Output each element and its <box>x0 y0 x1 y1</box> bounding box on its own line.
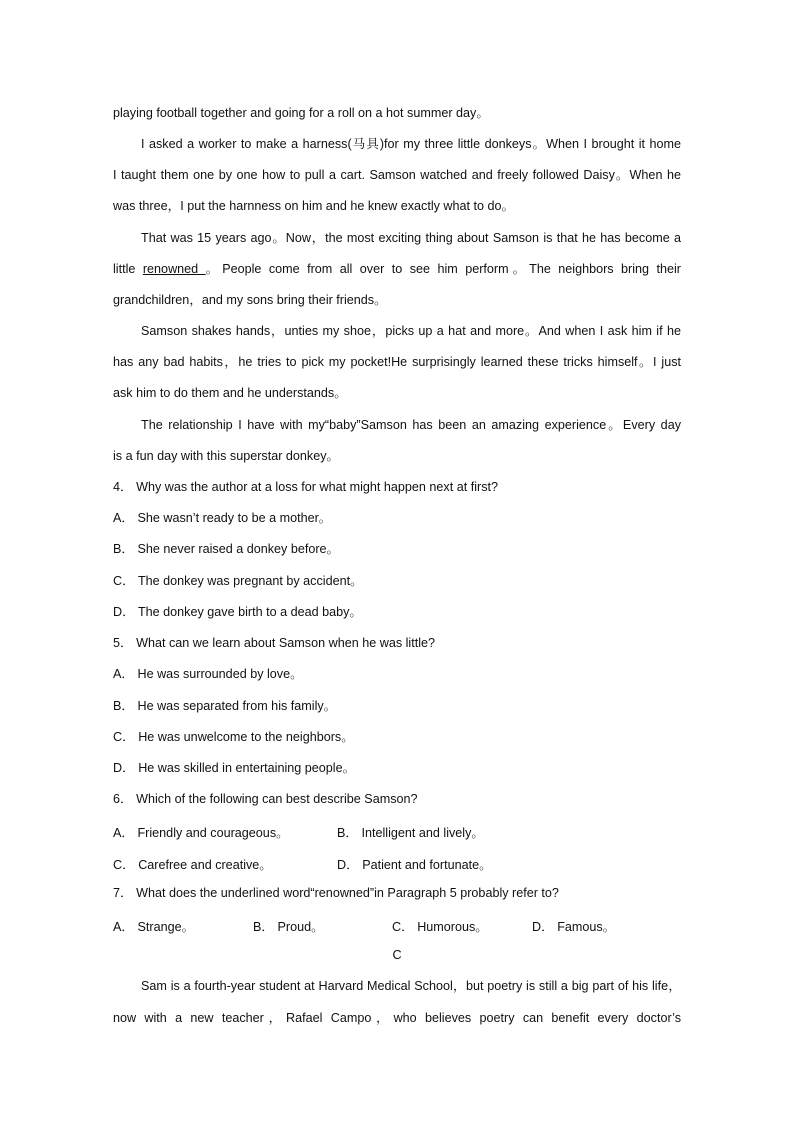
question-option: B． She never raised a donkey before。 <box>113 542 340 556</box>
passage-line: I taught them one by one how to pull a cart. Samson watched and freely followed Daisy。When he <box>113 168 681 182</box>
question-option: D． He was skilled in entertaining people。 <box>113 761 356 775</box>
question-option: A． Strange。 <box>113 920 195 934</box>
question-option: C． The donkey was pregnant by accident。 <box>113 574 363 588</box>
passage-line: That was 15 years ago。Now，the most exciting thing about Samson is that he has become a <box>141 231 681 245</box>
question-option: C． Humorous。 <box>392 920 488 934</box>
question-option: A． Friendly and courageous。 <box>113 826 289 840</box>
question-option: C． Carefree and creative。 <box>113 858 272 872</box>
passage-line: was three，I put the harnness on him and he knew exactly what to do。 <box>113 199 515 213</box>
passage-text: little <box>113 262 143 276</box>
passage-line: has any bad habits，he tries to pick my pocket!He surprisingly learned these tricks himself。I just <box>113 355 681 369</box>
passage-line: now with a new teacher，Rafael Campo，who believes poetry can benefit every doctor’s <box>113 1011 681 1025</box>
question-stem: 7． What does the underlined word“renowned”in Paragraph 5 probably refer to? <box>113 886 559 900</box>
question-option: D． Famous。 <box>532 920 616 934</box>
passage-line: playing football together and going for a roll on a hot summer day。 <box>113 106 489 120</box>
question-option: C． He was unwelcome to the neighbors。 <box>113 730 354 744</box>
passage-line: The relationship I have with my“baby”Samson has been an amazing experience。Every day <box>141 418 681 432</box>
question-stem: 5． What can we learn about Samson when he was little? <box>113 636 436 650</box>
passage-line-with-underline <box>113 261 681 277</box>
question-option: A． She wasn’t ready to be a mother。 <box>113 511 332 525</box>
question-stem: 4． Why was the author at a loss for what might happen next at first? <box>113 480 499 494</box>
passage-line: Sam is a fourth-year student at Harvard Medical School，but poetry is still a big part of his life， <box>141 979 681 993</box>
passage-line: ask him to do them and he understands。 <box>113 386 347 400</box>
passage-line: is a fun day with this superstar donkey。 <box>113 449 340 463</box>
passage-line: Samson shakes hands，unties my shoe，picks up a hat and more。And when I ask him if he <box>141 324 681 338</box>
passage-text: 。People come from all over to see him perform。The neighbors bring their <box>205 262 682 276</box>
section-heading: C <box>392 948 402 962</box>
question-option: B． Proud。 <box>253 920 324 934</box>
question-option: D． Patient and fortunate。 <box>337 858 492 872</box>
question-option: B． He was separated from his family。 <box>113 699 337 713</box>
passage-line: I asked a worker to make a harness(马具)for my three little donkeys。When I brought it home <box>141 137 681 151</box>
question-option: B． Intelligent and lively。 <box>337 826 484 840</box>
underlined-word: renowned <box>142 262 206 276</box>
question-stem: 6． Which of the following can best describe Samson? <box>113 792 418 806</box>
passage-line: grandchildren，and my sons bring their friends。 <box>113 293 387 307</box>
question-option: A． He was surrounded by love。 <box>113 667 303 681</box>
question-option: D． The donkey gave birth to a dead baby。 <box>113 605 362 619</box>
